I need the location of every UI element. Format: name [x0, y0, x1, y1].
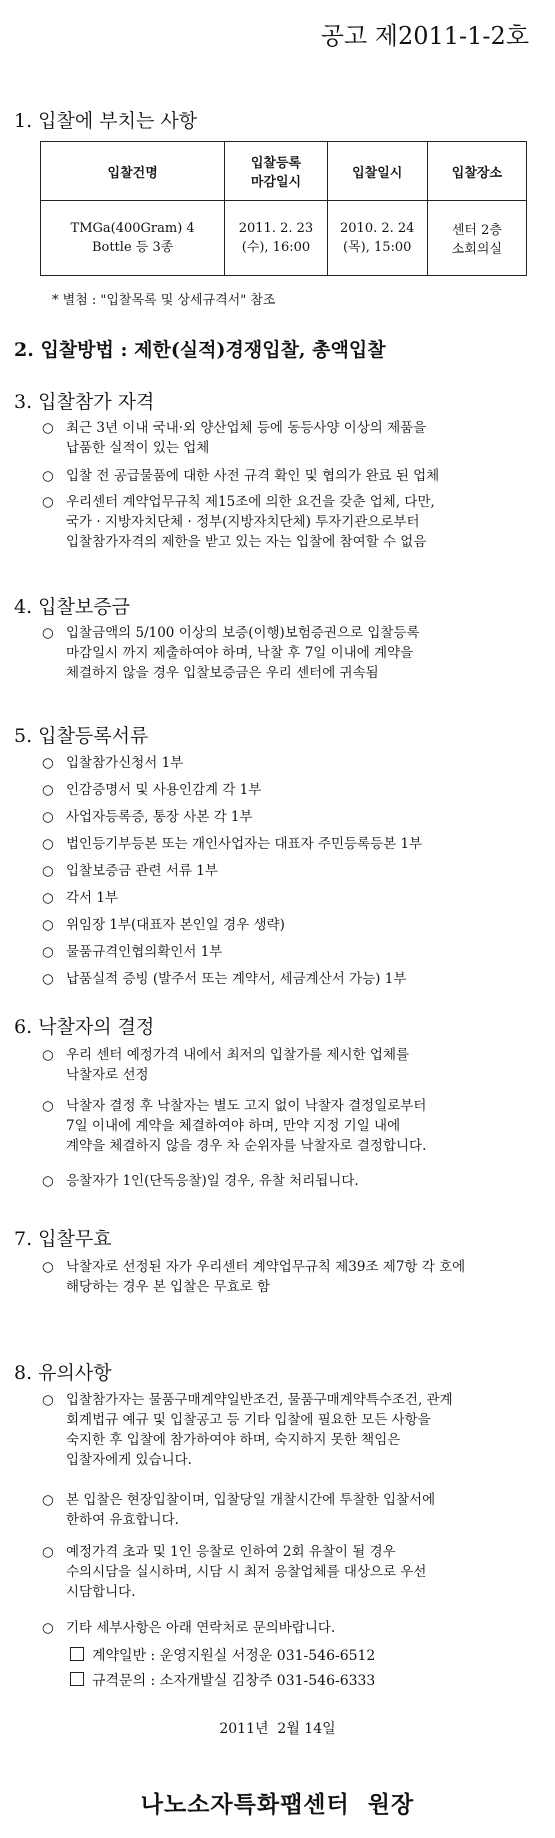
bullet-icon: ○	[42, 863, 54, 879]
signature-line: 나노소자특화팹센터 원장	[140, 1791, 415, 1818]
section-4-title: 4. 입찰보증금	[14, 596, 130, 618]
bullet-icon: ○	[42, 1392, 54, 1408]
bullet-icon: ○	[42, 1173, 54, 1189]
list-item: ○ 응찰자가 1인(단독응찰)일 경우, 유찰 처리됩니다.	[42, 1173, 359, 1189]
bullet-icon: ○	[42, 836, 54, 852]
bullet-icon: ○	[42, 917, 54, 933]
bullet-icon: ○	[42, 1047, 54, 1063]
cell-register-deadline: 2011. 2. 23 (수), 16:00	[225, 201, 327, 276]
bullet-icon: ○	[42, 494, 54, 510]
header-register-deadline: 입찰등록 마감일시	[225, 142, 327, 201]
header-bid-place: 입찰장소	[427, 142, 526, 201]
notice-date: 2011년 2월 14일	[219, 1721, 336, 1737]
list-item: ○ 사업자등록증, 통장 사본 각 1부	[42, 809, 253, 825]
list-item: ○ 위임장 1부(대표자 본인일 경우 생략)	[42, 917, 285, 933]
list-item: ○ 입찰금액의 5/100 이상의 보증(이행)보험증권으로 입찰등록 마감일시 까지 제출하여야 하며, 낙찰 후 7일 이내에 계약을 체결하지 않을 경우 입찰보증금은 우리 센터에 귀속됨	[42, 625, 420, 681]
bullet-icon: ○	[42, 755, 54, 771]
attachment-note: * 별첨 : "입찰목록 및 상세규격서" 참조	[52, 293, 276, 308]
bid-info-table	[40, 141, 527, 276]
header-bid-datetime: 입찰일시	[327, 142, 427, 201]
list-item: ○ 낙찰자로 선정된 자가 우리센터 계약업무규칙 제39조 제7항 각 호에 해당하는 경우 본 입찰은 무효로 함	[42, 1259, 466, 1295]
bullet-icon: ○	[42, 1544, 54, 1560]
bullet-icon: ○	[42, 1259, 54, 1275]
section-5-title: 5. 입찰등록서류	[14, 725, 149, 747]
cell-bid-datetime: 2010. 2. 24 (목), 15:00	[327, 201, 427, 276]
bullet-icon: ○	[42, 1098, 54, 1114]
header-item-name: 입찰건명	[41, 142, 225, 201]
bullet-icon: ○	[42, 1492, 54, 1508]
notice-number: 공고 제2011-1-2호	[320, 22, 529, 50]
bullet-icon: ○	[42, 890, 54, 906]
list-item: ○ 입찰참가자는 물품구매계약일반조건, 물품구매계약특수조건, 관계 회계법규 예규 및 입찰공고 등 기타 입찰에 필요한 모든 사항을 숙지한 후 입찰에 참가하여야 하며, 숙지하지 못한 책임은 입찰자에게 있습니다.	[42, 1392, 453, 1468]
list-item: ○ 본 입찰은 현장입찰이며, 입찰당일 개찰시간에 투찰한 입찰서에 한하여 유효합니다.	[42, 1492, 436, 1528]
section-8-title: 8. 유의사항	[14, 1362, 112, 1384]
bullet-icon: ○	[42, 420, 54, 436]
list-item: ○ 입찰참가신청서 1부	[42, 755, 184, 771]
cell-bid-place: 센터 2층 소회의실	[427, 201, 526, 276]
bullet-icon: ○	[42, 971, 54, 987]
list-item: ○ 낙찰자 결정 후 낙찰자는 별도 고지 없이 낙찰자 결정일로부터 7일 이내에 계약을 체결하여야 하며, 만약 지정 기일 내에 계약을 체결하지 않을 경우 차 순위자를 낙찰자로 결정합니다.	[42, 1098, 427, 1154]
section-2-title: 2. 입찰방법 : 제한(실적)경쟁입찰, 총액입찰	[14, 339, 386, 361]
cell-item-name: TMGa(400Gram) 4 Bottle 등 3종	[41, 201, 225, 276]
list-item: ○ 물품규격인협의확인서 1부	[42, 944, 223, 960]
section-7-title: 7. 입찰무효	[14, 1228, 112, 1250]
bullet-icon: ○	[42, 944, 54, 960]
bullet-icon: ○	[42, 1620, 54, 1636]
bullet-icon: ○	[42, 782, 54, 798]
list-item: ○ 각서 1부	[42, 890, 119, 906]
list-item: ○ 납품실적 증빙 (발주서 또는 계약서, 세금계산서 가능) 1부	[42, 971, 407, 987]
list-item: ○ 입찰보증금 관련 서류 1부	[42, 863, 218, 879]
checkbox-icon	[70, 1672, 84, 1686]
list-item: ○ 우리센터 계약업무규칙 제15조에 의한 요건을 갖춘 업체, 다만, 국가 · 지방자치단체 · 정부(지방자치단체) 투자기관으로부터 입찰참가자격의 제한을 받고 있는 자는 입찰에 참여할 수 없음	[42, 494, 435, 550]
section-1-title: 1. 입찰에 부치는 사항	[14, 110, 198, 132]
contact-contract: 계약일반 : 운영지원실 서정운 031-546-6512	[70, 1645, 375, 1665]
list-item: ○ 기타 세부사항은 아래 연락처로 문의바랍니다.	[42, 1620, 336, 1636]
section-3-title: 3. 입찰참가 자격	[14, 391, 155, 413]
list-item: ○ 입찰 전 공급물품에 대한 사전 규격 확인 및 협의가 완료 된 업체	[42, 468, 440, 484]
checkbox-icon	[70, 1647, 84, 1661]
contact-spec: 규격문의 : 소자개발실 김창주 031-546-6333	[70, 1670, 375, 1690]
list-item: ○ 최근 3년 이내 국내·외 양산업체 등에 동등사양 이상의 제품을 납품한 실적이 있는 업체	[42, 420, 427, 456]
bullet-icon: ○	[42, 809, 54, 825]
list-item: ○ 우리 센터 예정가격 내에서 최저의 입찰가를 제시한 업체를 낙찰자로 선정	[42, 1047, 410, 1083]
list-item: ○ 법인등기부등본 또는 개인사업자는 대표자 주민등록등본 1부	[42, 836, 423, 852]
section-6-title: 6. 낙찰자의 결정	[14, 1016, 155, 1038]
list-item: ○ 예정가격 초과 및 1인 응찰로 인하여 2회 유찰이 될 경우 수의시담을 실시하며, 시담 시 최저 응찰업체를 대상으로 우선 시담합니다.	[42, 1544, 427, 1600]
list-item: ○ 인감증명서 및 사용인감계 각 1부	[42, 782, 262, 798]
bullet-icon: ○	[42, 625, 54, 641]
bullet-icon: ○	[42, 468, 54, 484]
